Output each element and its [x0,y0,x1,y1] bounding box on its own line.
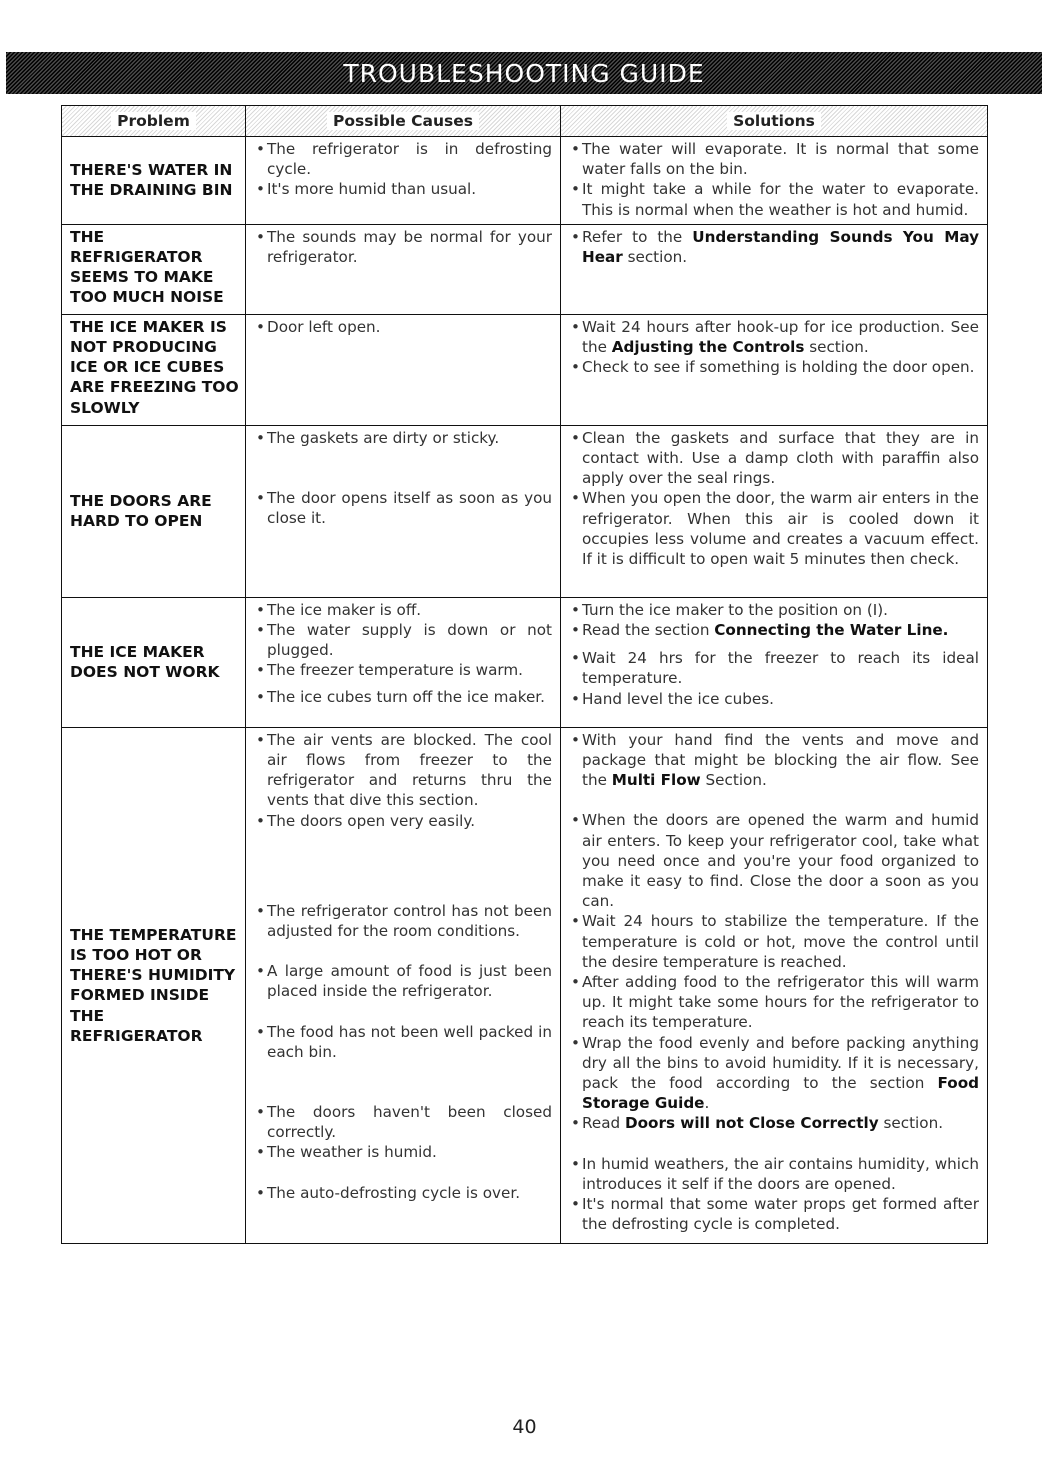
solution-item: • Wait 24 hours to stabilize the temperature. If the temperature is cold or hot, move the control until the desire temperature is reached. [569,911,979,972]
table-row [62,727,988,1243]
title-banner [6,52,1042,94]
problem-cell: THERE'S WATER IN THE DRAINING BIN [62,137,246,225]
header-causes: Possible Causes [246,106,561,137]
cause-item: • It's more humid than usual. [254,179,552,199]
cause-item: • The auto-defrosting cycle is over. [254,1183,552,1203]
cause-item: • Door left open. [254,317,552,337]
solution-item: • Wait 24 hrs for the freezer to reach its ideal temperature. [569,648,979,688]
causes-cell [246,224,561,314]
cause-item: • The sounds may be normal for your refrigerator. [254,227,552,267]
cause-item: • The air vents are blocked. The cool air flows from freezer to the refrigerator and returns thru the vents that dive this section. [254,730,552,811]
cause-item: • A large amount of food is just been placed inside the refrigerator. [254,961,552,1001]
causes-cell [246,314,561,425]
solution-item: • Clean the gaskets and surface that they are in contact with. Use a damp cloth with paraffin also apply over the seal rings. [569,428,979,489]
table-row [62,137,988,225]
solution-item: • After adding food to the refrigerator this will warm up. It might take some hours for the refrigerator to reach its temperature. [569,972,979,1033]
solution-item: • Hand level the ice cubes. [569,689,979,709]
problem-cell: THE DOORS ARE HARD TO OPEN [62,425,246,597]
solution-item: • In humid weathers, the air contains humidity, which introduces it self if the doors are opened. [569,1154,979,1194]
solution-item: • Check to see if something is holding the door open. [569,357,979,377]
solutions-cell [561,137,988,225]
solution-item: • When you open the door, the warm air enters in the refrigerator. When this air is cooled down it occupies less volume and creates a vacuum effect. If it is difficult to open wait 5 minutes then check. [569,488,979,569]
table-row [62,224,988,314]
causes-cell [246,727,561,1243]
solution-item: • Read the section Connecting the Water Line. [569,620,979,640]
table-row [62,425,988,597]
cause-item: • The food has not been well packed in each bin. [254,1022,552,1062]
problem-cell: THE TEMPERATURE IS TOO HOT OR THERE'S HUMIDITY FORMED INSIDE THE REFRIGERATOR [62,727,246,1243]
solutions-cell [561,597,988,727]
table-row [62,597,988,727]
causes-cell [246,137,561,225]
solutions-cell [561,425,988,597]
solution-item: • Refer to the Understanding Sounds You May Hear section. [569,227,979,267]
table-row [62,314,988,425]
solutions-cell [561,314,988,425]
cause-item: • The weather is humid. [254,1142,552,1162]
troubleshooting-table [61,105,988,1244]
cause-item: • The doors haven't been closed correctly. [254,1102,552,1142]
solution-item: • The water will evaporate. It is normal that some water falls on the bin. [569,139,979,179]
solution-item: • When the doors are opened the warm and humid air enters. To keep your refrigerator cool, take what you need once and you're your food organized to make it easy to find. Close the door a soon as you can. [569,810,979,911]
cause-item: • The gaskets are dirty or sticky. [254,428,552,448]
cause-item: • The door opens itself as soon as you close it. [254,488,552,528]
table-header-row [62,106,988,137]
solution-item: • Wrap the food evenly and before packing anything dry all the bins to avoid humidity. If it is necessary, pack the food according to the section Food Storage Guide. [569,1033,979,1114]
cause-item: • The ice cubes turn off the ice maker. [254,687,552,707]
page-number: 40 [512,1416,537,1438]
solution-item: • Turn the ice maker to the position on (I). [569,600,979,620]
solutions-cell [561,224,988,314]
cause-item: • The ice maker is off. [254,600,552,620]
cause-item: • The freezer temperature is warm. [254,660,552,680]
header-solutions: Solutions [561,106,988,137]
causes-cell [246,425,561,597]
cause-item: • The refrigerator control has not been adjusted for the room conditions. [254,901,552,941]
solutions-cell [561,727,988,1243]
cause-item: • The refrigerator is in defrosting cycle. [254,139,552,179]
solution-item: • It might take a while for the water to evaporate. This is normal when the weather is hot and humid. [569,179,979,219]
solution-item: • Wait 24 hours after hook-up for ice production. See the Adjusting the Controls section. [569,317,979,357]
banner-title: TROUBLESHOOTING GUIDE [343,58,705,88]
header-problem: Problem [62,106,246,137]
problem-cell: THE ICE MAKER IS NOT PRODUCING ICE OR ICE CUBES ARE FREEZING TOO SLOWLY [62,314,246,425]
problem-cell: THE REFRIGERATOR SEEMS TO MAKE TOO MUCH NOISE [62,224,246,314]
cause-item: • The doors open very easily. [254,811,552,831]
solution-item: • Read Doors will not Close Correctly section. [569,1113,979,1133]
cause-item: • The water supply is down or not plugged. [254,620,552,660]
solution-item: • It's normal that some water props get formed after the defrosting cycle is completed. [569,1194,979,1234]
problem-cell: THE ICE MAKER DOES NOT WORK [62,597,246,727]
causes-cell [246,597,561,727]
solution-item: • With your hand find the vents and move and package that might be blocking the air flow. See the Multi Flow Section. [569,730,979,791]
